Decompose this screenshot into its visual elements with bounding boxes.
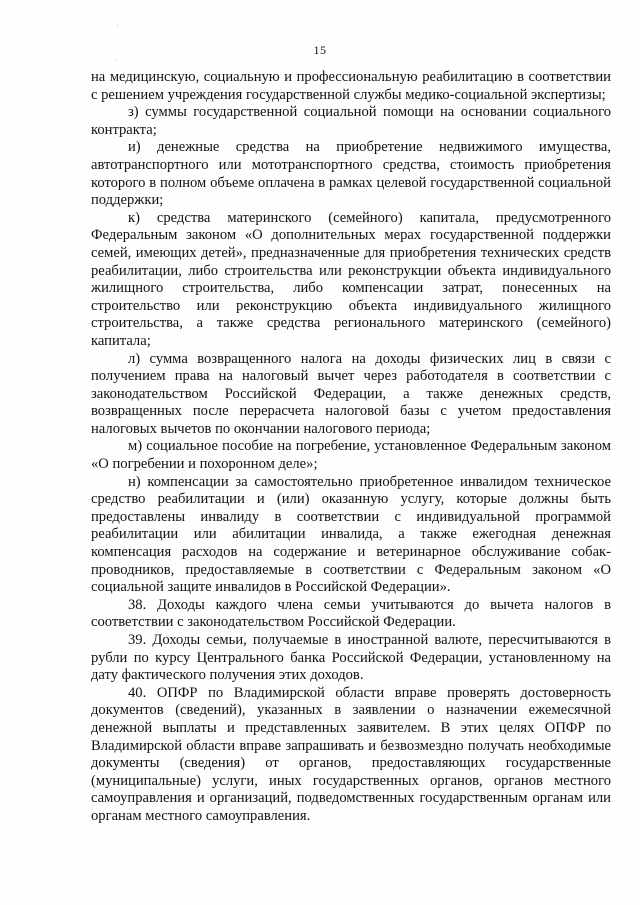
paragraph-continuation: на медицинскую, социальную и профессиональную реабилитацию в соответствии с решением учреждения государственной службы медико-социальной экспертизы; xyxy=(91,69,611,103)
document-body xyxy=(91,69,611,826)
paragraph-item-i: и) денежные средства на приобретение недвижимого имущества, автотранспортного или мототранспортного средства, стоимость приобретения которого в полном объеме оплачена в рамках целевой государственной социальной поддержки; xyxy=(91,139,611,209)
paragraph-item-k: к) средства материнского (семейного) капитала, предусмотренного Федеральным законом «О дополнительных мерах государственной поддержки семей, имеющих детей», предназначенные для приобретения технических средств реабилитации, либо строительства или реконструкции объекта индивидуального жилищного строительства, либо компенсации затрат, понесенных на строительство или реконструкцию объекта индивидуального жилищного строительства, а также средства регионального материнского (семейного) капитала; xyxy=(91,209,611,349)
paragraph-39: 39. Доходы семьи, получаемые в иностранной валюте, пересчитываются в рубли по курсу Центрального банка Российской Федерации, установленному на дату фактического получения этих доходов. xyxy=(91,632,611,684)
paragraph-40: 40. ОПФР по Владимирской области вправе проверять достоверность документов (сведений), указанных в заявлении о назначении ежемесячной денежной выплаты и представленных заявителем. В этих целях ОПФР по Владимирской области вправе запрашивать и безвозмездно получать необходимые документы (сведения) от органов, предоставляющих государственные (муниципальные) услуги, иных государственных органов, органов местного самоуправления и организаций, подведомственных государственным органам или органам местного самоуправления. xyxy=(91,684,611,824)
scan-artifact xyxy=(117,25,118,26)
paragraph-item-z: з) суммы государственной социальной помощи на основании социального контракта; xyxy=(91,104,611,138)
paragraph-item-n: н) компенсации за самостоятельно приобретенное инвалидом техническое средство реабилитации и (или) оказанную услугу, которые должны быть предоставлены инвалиду в соответствии с индивидуальной программой реабилитации или абилитации инвалида, а также ежегодная денежная компенсация расходов на содержание и ветеринарное обслуживание собак-проводников, предоставляемые в соответствии с Федеральным законом «О социальной защите инвалидов в Российской Федерации». xyxy=(91,473,611,596)
paragraph-item-m: м) социальное пособие на погребение, установленное Федеральным законом «О погребении и похоронном деле»; xyxy=(91,438,611,473)
paragraph-item-l: л) сумма возвращенного налога на доходы физических лиц в связи с получением права на налоговый вычет через работодателя в соответствии с законодательством Российской Федерации, а также денежных средств, возвращенных после перерасчета налоговой базы с учетом предоставления налоговых вычетов по окончании налогового периода; xyxy=(91,350,611,437)
page-number: 15 xyxy=(313,43,327,57)
scan-artifact xyxy=(116,59,117,60)
paragraph-38: 38. Доходы каждого члена семьи учитываются до вычета налогов в соответствии с законодательством Российской Федерации. xyxy=(91,596,611,631)
